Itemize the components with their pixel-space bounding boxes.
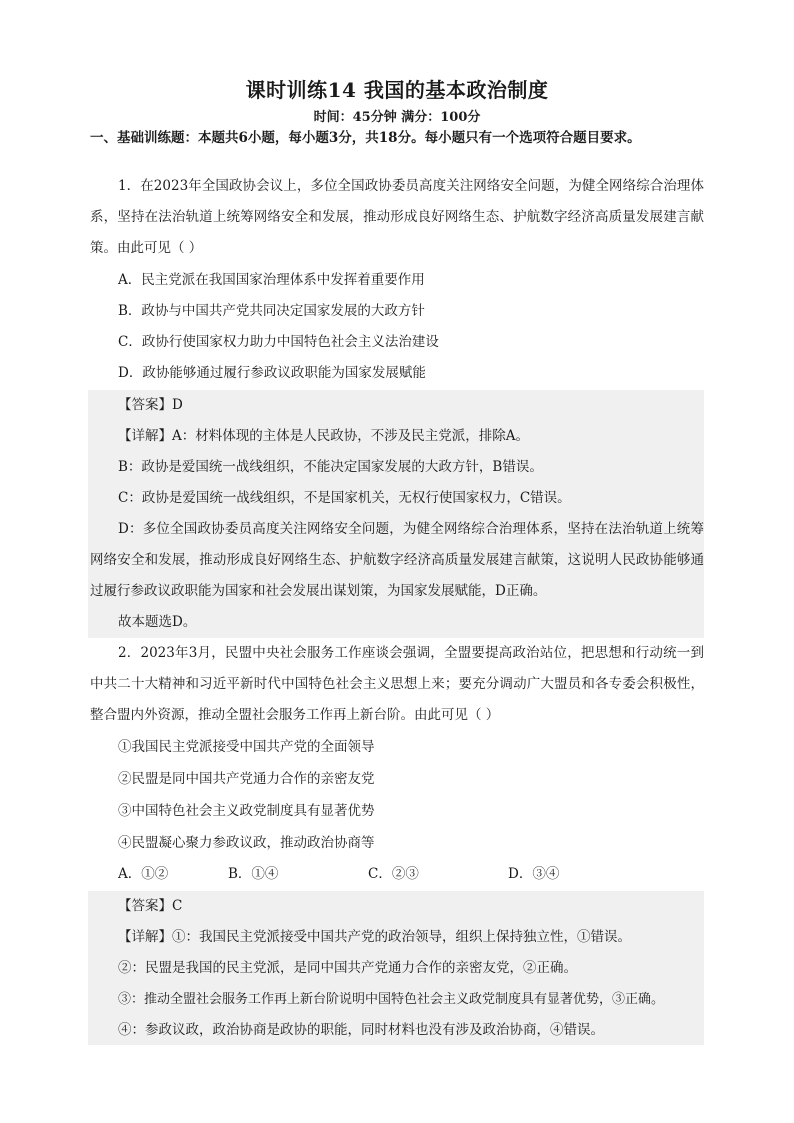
- question-2-options: [90, 859, 704, 890]
- question-1-conclusion: 故本题选D。: [118, 614, 197, 630]
- question-1-option-a: A．民主党派在我国国家治理体系中发挥着重要作用: [118, 272, 425, 288]
- question-2-item-2: ②民盟是同中国共产党通力合作的亲密友党: [118, 771, 375, 787]
- question-1-answer: 【答案】D: [118, 397, 183, 413]
- question-2-option-c: C．②③: [368, 866, 419, 882]
- question-2-answer: 【答案】C: [118, 898, 183, 914]
- question-2-explain-3: ③：推动全盟社会服务工作再上新台阶说明中国特色社会主义政党制度具有显著优势，③正确。: [118, 992, 665, 1007]
- question-1-explain-b: B：政协是爱国统一战线组织，不能决定国家发展的大政方针，B错误。: [118, 459, 543, 475]
- question-1-explain-d: D：多位全国政协委员高度关注网络安全问题，为健全网络综合治理体系，坚持在法治轨道上统筹网络安全和发展，推动形成良好网络生态、护航数字经济高质量发展建言献策，这说明人民政协能够通过履行参政议政职能为国家和社会发展出谋划策，为国家发展赋能，D正确。: [90, 521, 704, 599]
- question-2-option-b: B．①④: [228, 866, 279, 882]
- question-2-stem: 2．2023年3月，民盟中央社会服务工作座谈会强调，全盟要提高政治站位，把思想和行动统一到中共二十大精神和习近平新时代中国特色社会主义思想上来；要充分调动广大盟员和各专委会积极性，整合盟内外资源，推动全盟社会服务工作再上新台阶。由此可见（ ）: [90, 645, 704, 723]
- question-2-option-a: A．①②: [118, 866, 169, 882]
- question-2-explain-1: 【详解】①：我国民主党派接受中国共产党的政治领导，组织上保持独立性，①错误。: [118, 929, 631, 945]
- question-1-option-d: D．政协能够通过履行参政议政职能为国家发展赋能: [118, 365, 426, 381]
- question-2-item-3: ③中国特色社会主义政党制度具有显著优势: [118, 803, 375, 819]
- page-title: 课时训练14 我国的基本政治制度: [245, 78, 549, 102]
- section-heading: 一、基础训练题：本题共6小题，每小题3分，共18分。每小题只有一个选项符合题目要求。: [90, 130, 641, 146]
- question-1-stem: 1．在2023年全国政协会议上，多位全国政协委员高度关注网络安全问题，为健全网络综合治理体系，坚持在法治轨道上统筹网络安全和发展，推动形成良好网络生态、护航数字经济高质量发展建言献策。由此可见（ ）: [90, 178, 704, 256]
- question-1-explain-c: C：政协是爱国统一战线组织，不是国家机关，无权行使国家权力，C错误。: [118, 490, 571, 506]
- page-subtitle: 时间：45分钟 满分：100分: [313, 110, 481, 125]
- question-1-option-b: B．政协与中国共产党共同决定国家发展的大政方针: [118, 303, 425, 319]
- question-1-explain-a: 【详解】A：材料体现的主体是人民政协，不涉及民主党派，排除A。: [118, 428, 529, 444]
- question-1-option-c: C．政协行使国家权力助力中国特色社会主义法治建设: [118, 334, 439, 350]
- question-2-explain-4: ④：参政议政，政治协商是政协的职能，同时材料也没有涉及政治协商，④错误。: [118, 1022, 604, 1038]
- question-2-item-1: ①我国民主党派接受中国共产党的全面领导: [118, 739, 375, 755]
- question-2-item-4: ④民盟凝心聚力参政议政，推动政治协商等: [118, 835, 375, 851]
- question-2-explain-2: ②：民盟是我国的民主党派，是同中国共产党通力合作的亲密友党，②正确。: [118, 960, 577, 976]
- question-2-option-d: D．③④: [508, 866, 560, 882]
